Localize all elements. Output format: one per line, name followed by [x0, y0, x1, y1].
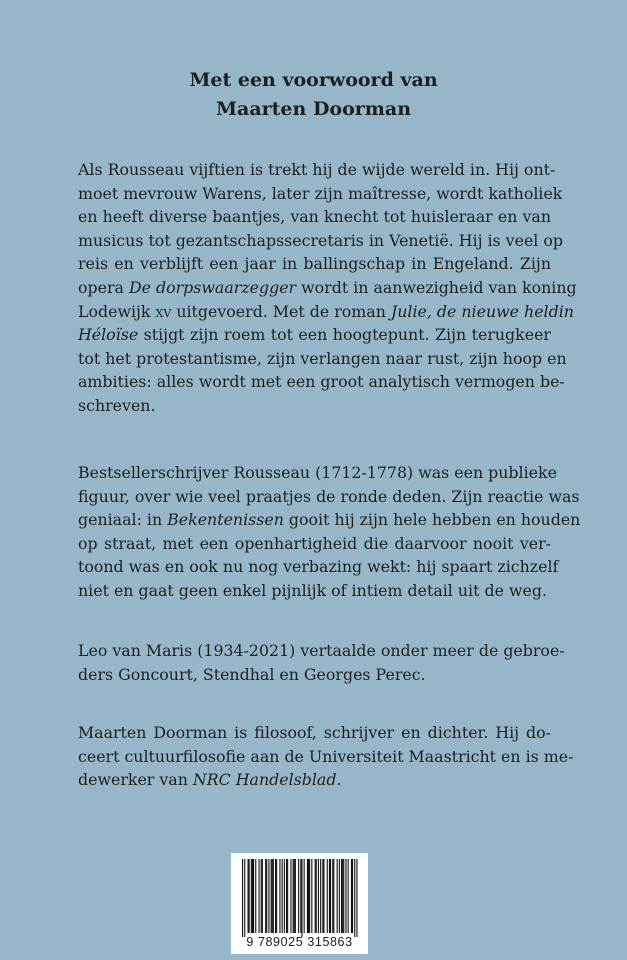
barcode-bar — [320, 859, 321, 933]
synopsis-line: tot het protestantisme, zijn verlangen naar rust, zijn hoop en — [78, 348, 567, 368]
synopsis-line: reis en verblijft een jaar in ballingschap in Engeland. Zijn — [78, 254, 551, 274]
barcode-bar — [259, 859, 260, 933]
barcode-bar — [304, 859, 305, 933]
barcode-bar — [356, 859, 357, 937]
barcode-bar — [322, 859, 323, 933]
preface-author-line: Maarten Doorman is filosoof, schrijver en dichter. Hij do- — [78, 723, 551, 742]
barcode-bar — [294, 859, 295, 933]
text-span: uitgevoerd. Met de roman — [171, 301, 391, 321]
barcode-bar — [339, 859, 340, 933]
barcode-bar — [249, 859, 250, 933]
barcode-bar — [273, 859, 274, 933]
barcode-bar — [242, 859, 243, 937]
barcode-bar — [309, 859, 310, 933]
synopsis-line: musicus tot gezantschapssecretaris in Venetië. Hij is veel op — [78, 230, 563, 250]
barcode-bar — [282, 859, 283, 933]
barcode-bar — [266, 859, 267, 933]
text-span: dewerker van — [78, 770, 193, 790]
barcode-bar — [352, 859, 353, 933]
barcode-bar — [330, 859, 331, 933]
barcode-bar — [279, 859, 280, 933]
isbn-digits: 9 789025 315863 — [246, 935, 353, 949]
author-paragraph — [78, 461, 581, 603]
synopsis-paragraph — [78, 158, 577, 418]
author-line: Bestsellerschrijver Rousseau (1712-1778) was een publieke — [78, 463, 557, 482]
barcode-bar — [295, 859, 296, 933]
novel-title-cont: Héloïse — [78, 325, 139, 345]
author-line: toond was en ook nu nog verbazing wekt: hij spaart zichzelf — [78, 557, 559, 577]
synopsis-line — [78, 300, 574, 324]
preface-author-line: ceert cultuurfilosofie aan de Universiteit Maastricht en is me- — [78, 746, 574, 766]
barcode-bar — [354, 859, 355, 937]
barcode-bar — [272, 859, 273, 933]
opera-title: De dorpswaarzegger — [128, 277, 297, 297]
preface-author-line — [78, 768, 551, 792]
barcode-bar — [318, 859, 319, 933]
barcode-bar — [290, 859, 291, 933]
barcode-bar — [286, 859, 287, 933]
barcode-bar — [333, 859, 334, 933]
text-span: . — [336, 770, 342, 790]
barcode-bar — [287, 859, 288, 933]
heading-line-2: Maarten Doorman — [215, 98, 412, 120]
barcode-bar — [300, 859, 301, 933]
barcode-bar — [261, 859, 262, 933]
barcode-bar — [284, 859, 285, 933]
barcode-bar — [293, 859, 294, 933]
isbn-barcode — [231, 853, 368, 954]
barcode-bar — [332, 859, 333, 933]
barcode-bar — [308, 859, 309, 933]
text-span: wordt in aanwezigheid van koning — [296, 277, 577, 297]
text-span: opera — [78, 277, 129, 297]
barcode-bar — [244, 859, 245, 937]
book-title: Bekentenissen — [167, 510, 284, 530]
preface-heading — [0, 66, 627, 124]
synopsis-line: moet mevrouw Warens, later zijn maîtresse, wordt katholiek — [78, 183, 563, 203]
barcode-bar — [252, 859, 253, 933]
barcode-bar — [351, 859, 352, 933]
synopsis-line: en heeft diverse baantjes, van knecht tot huisleraar en van — [78, 207, 551, 227]
barcode-bar — [265, 859, 266, 933]
text-span: stijgt zijn roem tot een hoogtepunt. Zijn terugkeer — [138, 325, 551, 345]
barcode-bar — [253, 859, 254, 933]
barcode-bar — [255, 859, 256, 933]
barcode-bar — [248, 859, 249, 933]
synopsis-line: Als Rousseau vijftien is trekt hij de wijde wereld in. Hij ont- — [78, 160, 556, 179]
barcode-bar — [342, 859, 343, 933]
barcode-bar — [262, 859, 263, 933]
barcode-bar — [327, 859, 328, 933]
barcode-bar — [268, 859, 269, 933]
barcode-bar — [323, 859, 324, 933]
barcode-bar — [315, 859, 316, 933]
preface-author-paragraph — [78, 721, 574, 792]
regnal-number: xv — [155, 301, 172, 321]
barcode-bar — [337, 859, 338, 933]
barcode-bar — [275, 859, 276, 933]
barcode-bar — [329, 859, 330, 933]
heading-line-1: Met een voorwoord van — [189, 69, 438, 91]
translator-paragraph — [78, 639, 565, 686]
synopsis-line: ambities: alles wordt met een groot analytisch vermogen be- — [78, 372, 565, 392]
barcode-bar — [316, 859, 317, 933]
barcode-bar — [343, 859, 344, 933]
barcode-bar — [276, 859, 277, 933]
synopsis-line — [78, 276, 577, 300]
barcode-bar — [345, 859, 346, 933]
text-span: geniaal: in — [78, 510, 168, 530]
barcode-bar — [298, 859, 299, 933]
text-span: Lodewijk — [78, 301, 156, 321]
barcode-bar — [311, 859, 312, 933]
synopsis-line — [78, 323, 551, 347]
author-line: figuur, over wie veel praatjes de ronde deden. Zijn reactie was — [78, 486, 580, 506]
author-line: niet en gaat geen enkel pijnlijk of intiem detail uit de weg. — [78, 580, 547, 600]
barcode-bar — [341, 859, 342, 933]
barcode-bar — [251, 859, 252, 933]
synopsis-line: schreven. — [78, 395, 156, 415]
barcode-bar — [307, 859, 308, 933]
novel-title: Julie, de nieuwe heldin — [390, 301, 574, 321]
author-line: op straat, met een openhartigheid die daarvoor nooit ver- — [78, 533, 551, 553]
author-line — [78, 508, 581, 532]
barcode-bar — [348, 859, 349, 933]
barcode-bar — [271, 859, 272, 933]
text-span: gooit hij zijn hele hebben en houden — [283, 510, 581, 530]
barcode-bars-icon — [231, 853, 368, 937]
newspaper-title: NRC Handelsblad — [192, 770, 337, 790]
translator-line: ders Goncourt, Stendhal en Georges Perec. — [78, 664, 426, 684]
translator-line: Leo van Maris (1934-2021) vertaalde onder meer de gebroe- — [78, 641, 565, 660]
barcode-bar — [301, 859, 302, 937]
